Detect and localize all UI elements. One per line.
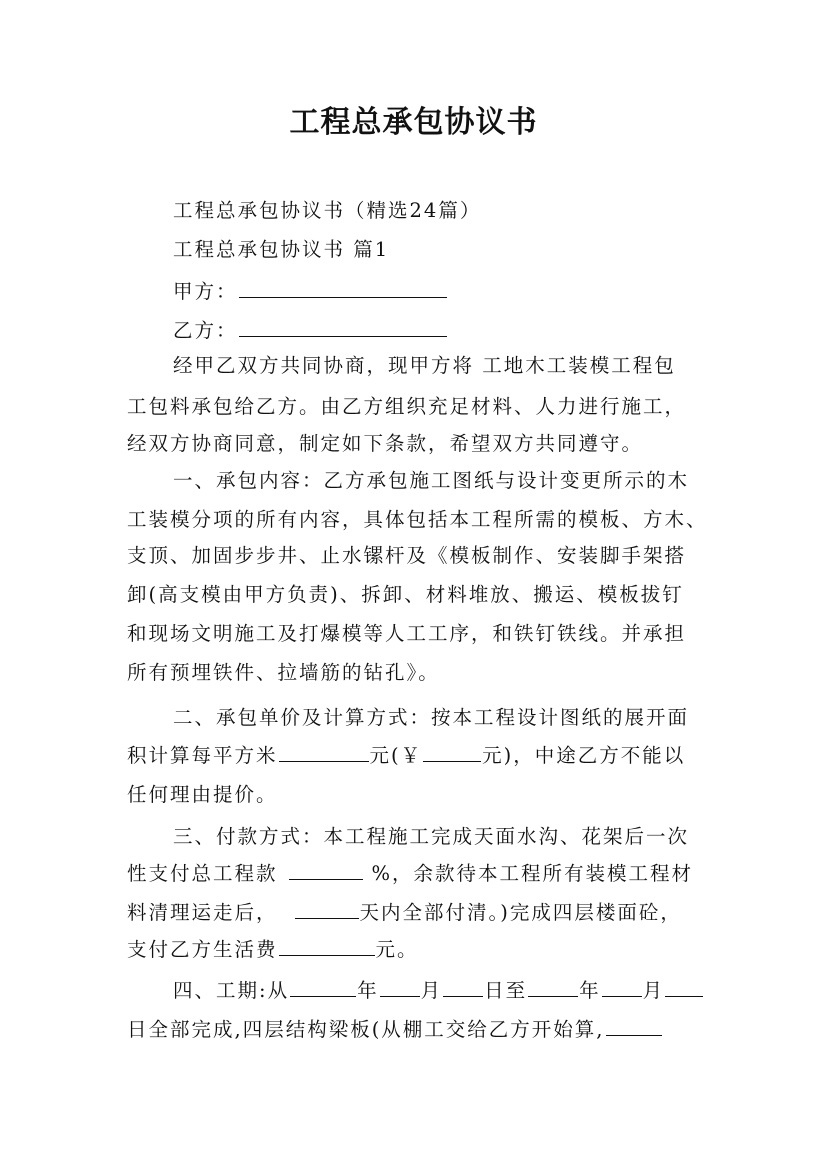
day-to-label: 日至 xyxy=(484,979,528,1002)
party-b-label: 乙方： xyxy=(173,319,238,342)
party-b-blank xyxy=(239,316,447,337)
clause2-line-2 xyxy=(127,741,685,770)
clause1-line-2: 工装模分项的所有内容，具体包括本工程所需的模板、方木、 xyxy=(127,508,708,531)
start-year-blank xyxy=(290,976,356,997)
clause3-line-1: 三、付款方式：本工程施工完成天面水沟、花架后一次 xyxy=(173,825,690,848)
clause4-line-2 xyxy=(127,1015,663,1044)
clause1-line-4: 卸(高支模由甲方负责)、拆卸、材料堆放、搬运、模板拔钉 xyxy=(127,583,684,606)
clause4-text-a: 四、工期:从 xyxy=(173,979,290,1002)
clause3-line-3 xyxy=(127,898,682,927)
clause4-line-1 xyxy=(173,976,704,1005)
party-a-blank xyxy=(239,277,447,298)
clause2-line-1: 二、承包单价及计算方式：按本工程设计图纸的展开面 xyxy=(173,706,690,729)
party-b-line xyxy=(173,316,448,345)
clause2-line-3: 任何理由提价。 xyxy=(127,783,278,806)
clause3-text-d: 天内全部付清。)完成四层楼面砼， xyxy=(359,901,682,924)
start-day-blank xyxy=(443,976,483,997)
clause3-text-e: 支付乙方生活费 xyxy=(127,938,278,961)
section-heading: 工程总承包协议书 篇1 xyxy=(173,238,390,261)
clause4-text-b: 日全部完成,四层结构梁板(从棚工交给乙方开始算, xyxy=(127,1018,605,1041)
document-title: 工程总承包协议书 xyxy=(289,105,538,140)
clause1-line-3: 支顶、加固步步井、止水镙杆及《模板制作、安装脚手架搭 xyxy=(127,544,687,567)
living-expense-blank xyxy=(279,935,375,956)
clause1-line-1: 一、承包内容：乙方承包施工图纸与设计变更所示的木 xyxy=(173,469,690,492)
slab-days-blank xyxy=(606,1015,662,1036)
clause1-line-5: 和现场文明施工及打爆模等人工工序，和铁钉铁线。并承担 xyxy=(127,622,687,645)
year-label-2: 年 xyxy=(579,979,601,1002)
unit-price-blank xyxy=(279,741,369,762)
clause3-text-f: 元。 xyxy=(375,938,419,961)
unit-price-yuan-blank xyxy=(423,741,481,762)
payment-days-blank xyxy=(295,898,359,919)
end-day-blank xyxy=(665,976,703,997)
year-label: 年 xyxy=(357,979,379,1002)
clause1-line-6: 所有预埋铁件、拉墙筋的钻孔》。 xyxy=(127,661,440,684)
clause3-text-c: 料清理运走后， xyxy=(127,901,278,924)
end-year-blank xyxy=(528,976,578,997)
party-a-line xyxy=(173,277,448,306)
clause3-text-b: %，余款待本工程所有装模工程材 xyxy=(371,862,694,885)
intro-line-3: 经双方协商同意，制定如下条款，希望双方共同遵守。 xyxy=(127,432,644,455)
payment-percent-blank xyxy=(289,859,363,880)
party-a-label: 甲方： xyxy=(173,280,238,303)
clause2-text-c: 元)，中途乙方不能以 xyxy=(482,744,686,767)
clause3-line-2 xyxy=(127,859,693,888)
document-subtitle: 工程总承包协议书（精选24篇） xyxy=(173,199,482,222)
clause3-text-a: 性支付总工程款 xyxy=(127,862,278,885)
month-label-2: 月 xyxy=(642,979,665,1002)
start-month-blank xyxy=(380,976,420,997)
clause2-text-a: 积计算每平方米 xyxy=(127,744,278,767)
intro-line-1: 经甲乙双方共同协商，现甲方将 工地木工装模工程包 xyxy=(173,354,676,377)
intro-line-2: 工包料承包给乙方。由乙方组织充足材料、人力进行施工， xyxy=(127,395,687,418)
end-month-blank xyxy=(602,976,642,997)
month-label: 月 xyxy=(420,979,443,1002)
clause2-text-b: 元(￥ xyxy=(369,744,423,767)
clause3-line-4 xyxy=(127,935,419,964)
